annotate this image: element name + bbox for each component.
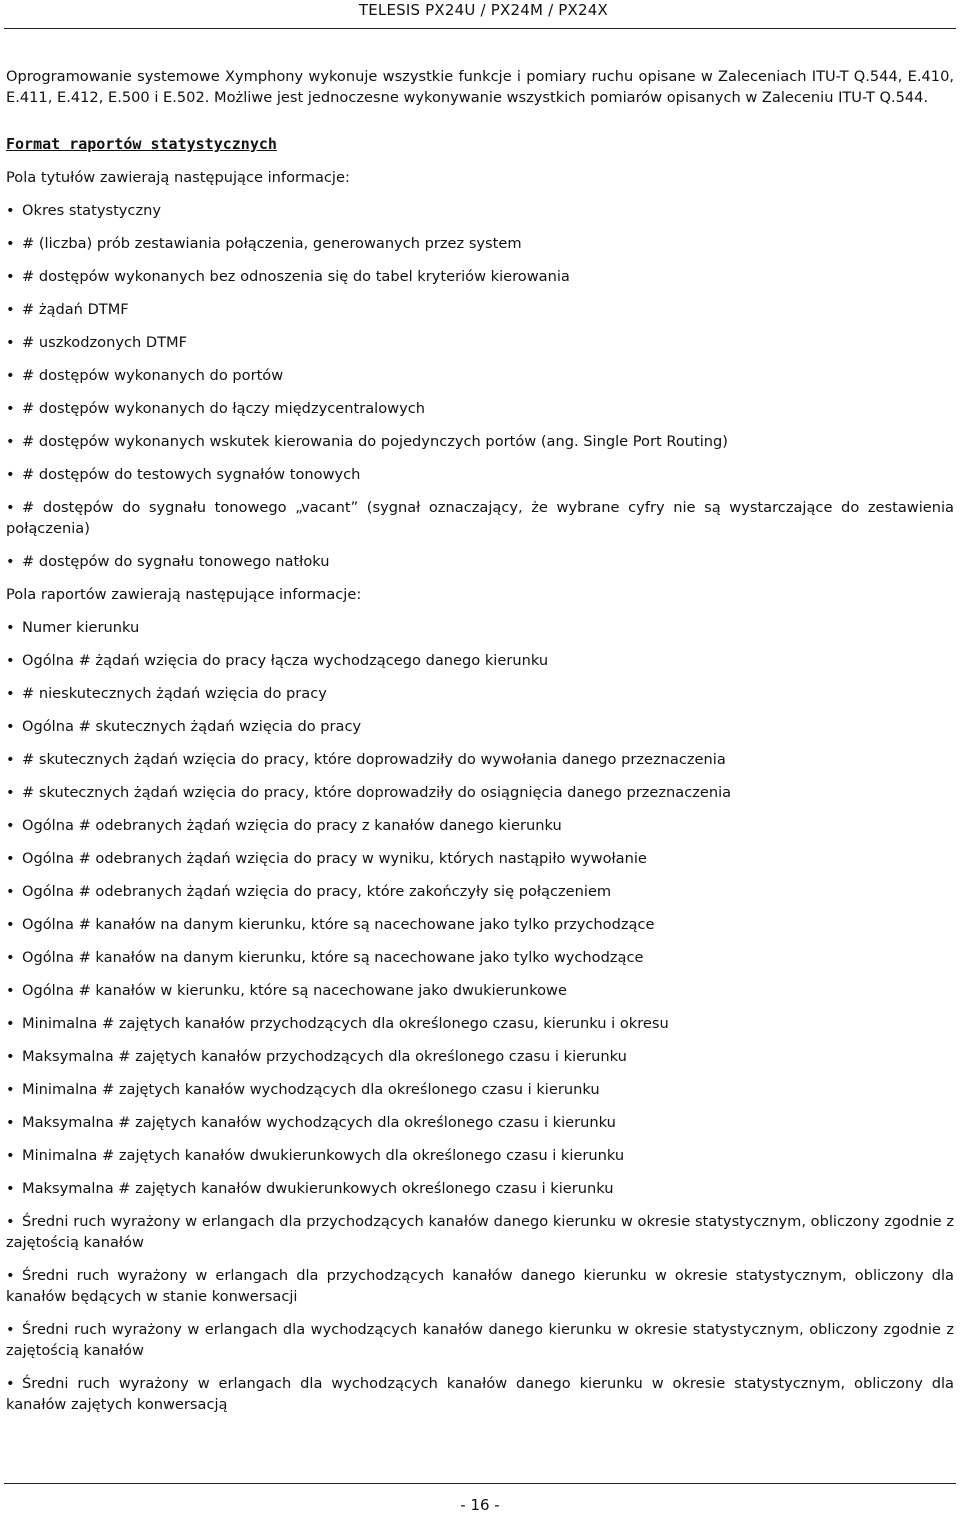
list-item: [6, 233, 954, 254]
list-item: [6, 551, 954, 572]
list-item-text: # (liczba) prób zestawiania połączenia, generowanych przez system: [22, 235, 522, 252]
list-item-text: Numer kierunku: [22, 619, 140, 636]
list-item-text: # żądań DTMF: [22, 301, 129, 318]
list-item: [6, 1013, 954, 1034]
list-item: [6, 398, 954, 419]
list-item-text: Minimalna # zajętych kanałów dwukierunkowych dla określonego czasu i kierunku: [22, 1147, 625, 1164]
list-item-text: # dostępów do testowych sygnałów tonowych: [22, 466, 361, 483]
list-item-text: # dostępów wykonanych bez odnoszenia się do tabel kryteriów kierowania: [22, 268, 570, 285]
list-item-text: # dostępów wykonanych do łączy międzycentralowych: [22, 400, 425, 417]
bullet-icon: •: [6, 652, 15, 669]
document-body: [6, 66, 954, 1415]
list-item-text: Ogólna # żądań wzięcia do pracy łącza wychodzącego danego kierunku: [22, 652, 549, 669]
list-item-text: Maksymalna # zajętych kanałów przychodzących dla określonego czasu i kierunku: [22, 1048, 627, 1065]
list-item: [6, 914, 954, 935]
bullet-icon: •: [6, 883, 15, 900]
list-item: [6, 431, 954, 452]
bullet-icon: •: [6, 499, 15, 516]
list-item: [6, 716, 954, 737]
bullet-icon: •: [6, 916, 15, 933]
page-header: [0, 0, 960, 30]
list-item: [6, 782, 954, 803]
title-fields-list: [6, 200, 954, 572]
bullet-icon: •: [6, 334, 15, 351]
list-item-text: Okres statystyczny: [22, 202, 161, 219]
list-item: [6, 1211, 954, 1253]
bullet-icon: •: [6, 1015, 15, 1032]
report-fields-label: Pola raportów zawierają następujące informacje:: [6, 586, 362, 603]
bullet-icon: •: [6, 367, 15, 384]
intro-paragraph: Oprogramowanie systemowe Xymphony wykonuje wszystkie funkcje i pomiary ruchu opisane w Zaleceniach ITU-T Q.544, E.410, E.411, E.412, E.500 i E.502. Możliwe jest jednoczesne wykonywanie wszystkich pomiarów opisanych w Zaleceniu ITU-T Q.544.: [6, 68, 954, 106]
list-item-text: # uszkodzonych DTMF: [22, 334, 188, 351]
bullet-icon: •: [6, 202, 15, 219]
list-item-text: # skutecznych żądań wzięcia do pracy, które doprowadziły do wywołania danego przeznaczenia: [22, 751, 726, 768]
list-item-text: Maksymalna # zajętych kanałów dwukierunkowych określonego czasu i kierunku: [22, 1180, 614, 1197]
list-item-text: # dostępów do sygnału tonowego natłoku: [22, 553, 330, 570]
page-number: - 16 -: [460, 1496, 500, 1514]
bullet-icon: •: [6, 1267, 15, 1284]
list-item-text: Ogólna # odebranych żądań wzięcia do pracy z kanałów danego kierunku: [22, 817, 562, 834]
list-item-text: # skutecznych żądań wzięcia do pracy, które doprowadziły do osiągnięcia danego przeznaczenia: [22, 784, 732, 801]
list-item: [6, 947, 954, 968]
list-item: [6, 266, 954, 287]
bullet-icon: •: [6, 784, 15, 801]
list-item: [6, 1145, 954, 1166]
bullet-icon: •: [6, 817, 15, 834]
list-item: [6, 980, 954, 1001]
list-item: [6, 1373, 954, 1415]
list-item-text: Ogólna # odebranych żądań wzięcia do pracy w wyniku, których nastąpiło wywołanie: [22, 850, 647, 867]
list-item: [6, 683, 954, 704]
list-item: [6, 200, 954, 221]
bullet-icon: •: [6, 1048, 15, 1065]
list-item: [6, 1265, 954, 1307]
list-item: [6, 1178, 954, 1199]
list-item: [6, 332, 954, 353]
bullet-icon: •: [6, 685, 15, 702]
header-title: TELESIS PX24U / PX24M / PX24X: [358, 1, 608, 19]
list-item-text: Minimalna # zajętych kanałów przychodzących dla określonego czasu, kierunku i okresu: [22, 1015, 669, 1032]
list-item-text: Średni ruch wyrażony w erlangach dla wychodzących kanałów danego kierunku w okresie statystycznym, obliczony zgodnie z zajętością kanałów: [6, 1321, 954, 1359]
bullet-icon: •: [6, 850, 15, 867]
bullet-icon: •: [6, 268, 15, 285]
bullet-icon: •: [6, 1081, 15, 1098]
report-fields-list: [6, 617, 954, 1415]
list-item-text: Średni ruch wyrażony w erlangach dla wychodzących kanałów danego kierunku w okresie statystycznym, obliczony dla kanałów zajętych konwersacją: [6, 1375, 954, 1413]
list-item: [6, 650, 954, 671]
list-item-text: Ogólna # kanałów na danym kierunku, które są nacechowane jako tylko wychodzące: [22, 949, 644, 966]
footer-divider: [4, 1483, 956, 1484]
section-title: Format raportów statystycznych: [6, 135, 277, 153]
list-item: [6, 299, 954, 320]
bullet-icon: •: [6, 718, 15, 735]
bullet-icon: •: [6, 433, 15, 450]
bullet-icon: •: [6, 553, 15, 570]
list-item: [6, 464, 954, 485]
list-item: [6, 1319, 954, 1361]
bullet-icon: •: [6, 1375, 15, 1392]
list-item: [6, 1046, 954, 1067]
list-item: [6, 365, 954, 386]
bullet-icon: •: [6, 1147, 15, 1164]
bullet-icon: •: [6, 301, 15, 318]
list-item-text: Ogólna # odebranych żądań wzięcia do pracy, które zakończyły się połączeniem: [22, 883, 612, 900]
bullet-icon: •: [6, 1213, 15, 1230]
bullet-icon: •: [6, 982, 15, 999]
list-item: [6, 617, 954, 638]
list-item: [6, 881, 954, 902]
bullet-icon: •: [6, 1180, 15, 1197]
list-item: [6, 749, 954, 770]
list-item: [6, 1112, 954, 1133]
list-item-text: Minimalna # zajętych kanałów wychodzących dla określonego czasu i kierunku: [22, 1081, 600, 1098]
list-item-text: # nieskutecznych żądań wzięcia do pracy: [22, 685, 327, 702]
list-item-text: Średni ruch wyrażony w erlangach dla przychodzących kanałów danego kierunku w okresie statystycznym, obliczony dla kanałów będących w stanie konwersacji: [6, 1267, 954, 1305]
list-item-text: # dostępów wykonanych do portów: [22, 367, 284, 384]
list-item-text: # dostępów wykonanych wskutek kierowania do pojedynczych portów (ang. Single Port Routing): [22, 433, 728, 450]
list-item-text: Ogólna # kanałów na danym kierunku, które są nacechowane jako tylko przychodzące: [22, 916, 655, 933]
list-item: [6, 815, 954, 836]
list-item-text: Maksymalna # zajętych kanałów wychodzących dla określonego czasu i kierunku: [22, 1114, 616, 1131]
list-item: [6, 1079, 954, 1100]
bullet-icon: •: [6, 235, 15, 252]
list-item-text: Ogólna # skutecznych żądań wzięcia do pracy: [22, 718, 362, 735]
list-item-text: Średni ruch wyrażony w erlangach dla przychodzących kanałów danego kierunku w okresie statystycznym, obliczony zgodnie z zajętością kanałów: [6, 1213, 954, 1251]
header-divider: [4, 28, 956, 29]
bullet-icon: •: [6, 619, 15, 636]
bullet-icon: •: [6, 400, 15, 417]
bullet-icon: •: [6, 466, 15, 483]
bullet-icon: •: [6, 949, 15, 966]
list-item-text: Ogólna # kanałów w kierunku, które są nacechowane jako dwukierunkowe: [22, 982, 567, 999]
bullet-icon: •: [6, 751, 15, 768]
list-item: [6, 848, 954, 869]
list-item-text: # dostępów do sygnału tonowego „vacant” (sygnał oznaczający, że wybrane cyfry nie są wystarczające do zestawienia połączenia): [6, 499, 954, 537]
list-item: [6, 497, 954, 539]
title-fields-label: Pola tytułów zawierają następujące informacje:: [6, 169, 350, 186]
bullet-icon: •: [6, 1114, 15, 1131]
bullet-icon: •: [6, 1321, 15, 1338]
